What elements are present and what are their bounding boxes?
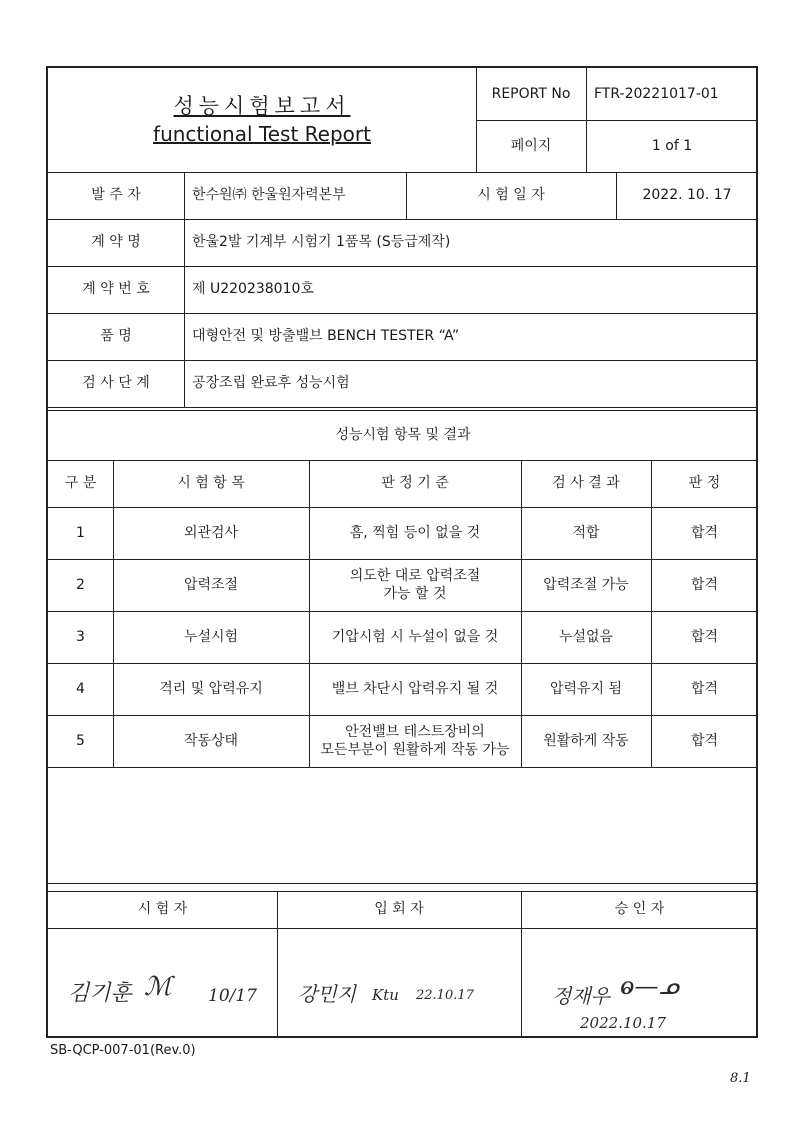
table-cell-col-item: 외관검사: [183, 524, 239, 541]
column-header-col-criteria: 판 정 기 준: [381, 475, 449, 492]
table-cell-col-verdict: 합격: [690, 524, 719, 541]
divider: [521, 460, 522, 767]
table-cell-col-result: 원활하게 작동: [543, 732, 629, 749]
client-label: 발 주 자: [91, 187, 141, 204]
table-cell-col-item: 작동상태: [183, 732, 239, 749]
title-english: functional Test Report: [153, 121, 371, 146]
table-cell-col-criteria: 흠, 찍힘 등이 없을 것: [349, 524, 481, 541]
table-cell-col-no: 1: [76, 524, 85, 541]
divider: [48, 219, 758, 220]
table-cell-col-item: 격리 및 압력유지: [159, 680, 263, 697]
test-date-label: 시 험 일 자: [477, 187, 545, 204]
divider: [406, 172, 407, 219]
page-label: 페이지: [510, 137, 552, 154]
divider: [48, 360, 758, 361]
column-header-col-verdict: 판 정: [688, 475, 721, 492]
divider: [184, 172, 185, 407]
table-cell-col-no: 3: [76, 628, 85, 645]
contract-name-value: 한울2발 기계부 시험기 1품목 (S등급제작): [192, 234, 451, 251]
contract-name-label: 계 약 명: [91, 234, 141, 251]
table-row-divider: [48, 767, 758, 768]
report-no-value: FTR-20221017-01: [594, 85, 719, 102]
contract-no-value: 제 U220238010호: [192, 281, 314, 298]
column-header-col-item: 시 험 항 목: [177, 475, 245, 492]
title-korean: 성능시험보고서: [173, 94, 351, 119]
divider: [48, 266, 758, 267]
divider: [651, 460, 652, 767]
approver-label: 승 인 자: [614, 901, 665, 918]
product-value: 대형안전 및 방출밸브 BENCH TESTER “A”: [192, 328, 460, 345]
tester-date: 10/17: [208, 986, 257, 1006]
tester-scribble: ℳ: [144, 972, 172, 1002]
table-cell-col-criteria: 안전밸브 테스트장비의 모든부분이 원활하게 작동 가능: [320, 723, 510, 758]
witness-initials: Ktu: [372, 986, 399, 1004]
table-cell-col-item: 압력조절: [183, 576, 239, 593]
table-cell-col-verdict: 합격: [690, 628, 719, 645]
stage-label: 검 사 단 계: [82, 375, 150, 392]
divider: [309, 460, 310, 767]
report-frame: [46, 66, 758, 1038]
divider: [48, 410, 758, 411]
divider: [277, 891, 278, 1038]
table-cell-col-criteria: 기압시험 시 누설이 없을 것: [331, 628, 499, 645]
page-mark: 8.1: [730, 1071, 751, 1086]
form-number: SB-QCP-007-01(Rev.0): [50, 1043, 196, 1058]
table-cell-col-verdict: 합격: [690, 680, 719, 697]
table-cell-col-verdict: 합격: [690, 576, 719, 593]
table-cell-col-result: 적합: [572, 524, 600, 541]
divider: [476, 120, 758, 121]
results-section-title: 성능시험 항목 및 결과: [335, 426, 471, 443]
witness-signature: 강민지: [298, 982, 356, 1006]
table-cell-col-result: 압력조절 가능: [543, 576, 629, 593]
table-cell-col-no: 2: [76, 576, 85, 593]
divider: [48, 928, 758, 929]
column-header-col-no: 구 분: [64, 475, 97, 492]
approver-scribble: ⱺ—ᓄ: [620, 972, 679, 1000]
column-header-col-result: 검 사 결 과: [552, 475, 620, 492]
client-value: 한수원㈜ 한울원자력본부: [192, 187, 346, 204]
tester-label: 시 험 자: [137, 901, 188, 918]
table-cell-col-no: 4: [76, 680, 85, 697]
stage-value: 공장조립 완료후 성능시험: [192, 375, 350, 392]
report-no-label: REPORT No: [491, 85, 571, 102]
approver-signature: 정재우: [552, 984, 610, 1008]
test-date-value: 2022. 10. 17: [642, 187, 732, 204]
tester-signature: 김기훈: [68, 981, 132, 1006]
witness-label: 입 회 자: [374, 901, 424, 918]
table-cell-col-criteria: 의도한 대로 압력조절 가능 할 것: [349, 567, 481, 602]
witness-date: 22.10.17: [416, 988, 474, 1003]
table-cell-col-result: 압력유지 됨: [549, 680, 623, 697]
divider: [48, 172, 758, 173]
table-cell-col-verdict: 합격: [690, 732, 719, 749]
contract-no-label: 계 약 번 호: [82, 281, 150, 298]
divider: [48, 407, 758, 408]
table-cell-col-no: 5: [76, 732, 85, 749]
divider: [48, 313, 758, 314]
table-cell-col-criteria: 밸브 차단시 압력유지 될 것: [331, 680, 499, 697]
divider: [113, 460, 114, 767]
title-block: [48, 68, 476, 172]
divider: [616, 172, 617, 219]
approver-date: 2022.10.17: [580, 1014, 666, 1032]
divider: [48, 891, 758, 892]
divider: [48, 883, 758, 884]
divider: [521, 891, 522, 1038]
table-cell-col-item: 누설시험: [183, 628, 239, 645]
page-value: 1 of 1: [651, 137, 693, 154]
product-label: 품 명: [100, 328, 132, 345]
table-cell-col-result: 누설없음: [558, 628, 614, 645]
